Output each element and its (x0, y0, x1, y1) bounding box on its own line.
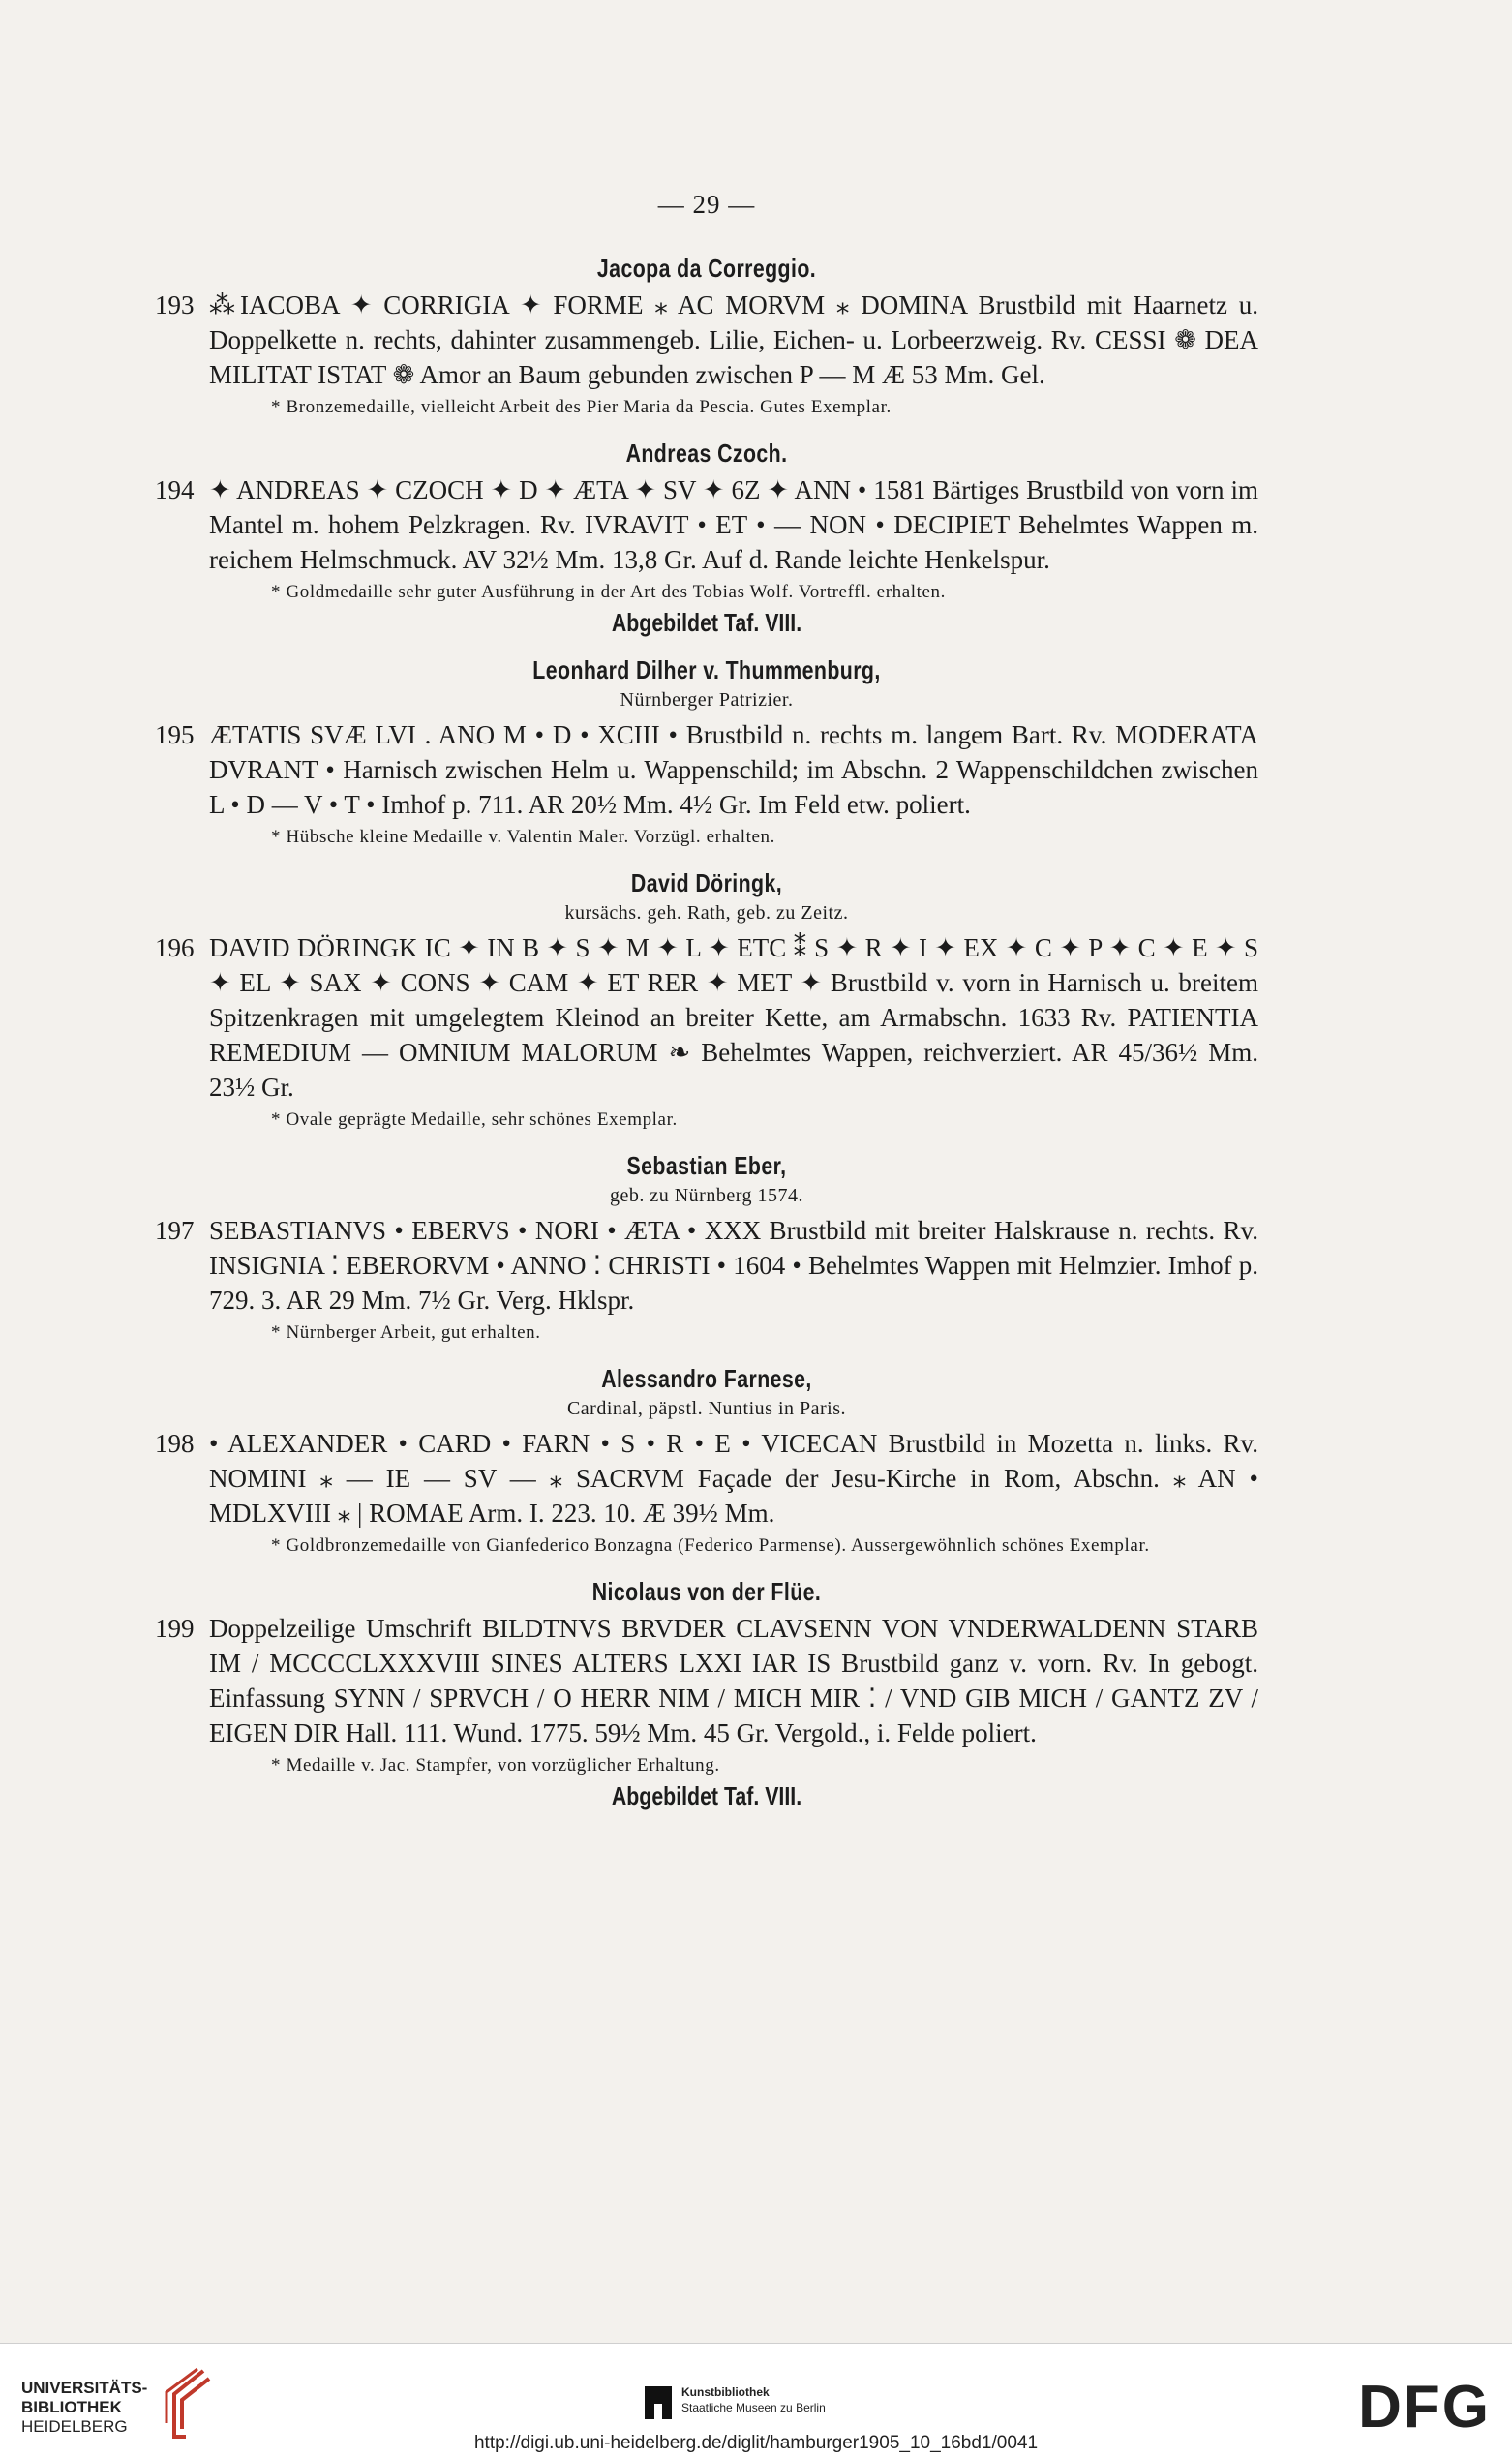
section-subtitle: kursächs. geh. Rath, geb. zu Zeitz. (564, 902, 849, 924)
kb-line-2: Staatliche Museen zu Berlin (681, 2401, 826, 2414)
section-title: Sebastian Eber, (626, 1151, 787, 1180)
entry-number: 196 (155, 933, 195, 962)
entry-number: 194 (155, 475, 195, 504)
entry-text: ⁂IACOBA ✦ CORRIGIA ✦ FORME ⁎ AC MORVM ⁎ DOMINA Brustbild mit Haarnetz u. Doppelkette n. rechts, dahinter zusammengeb. Lilie, Eichen- u. Lorbeerzweig. Rv. CESSI ❁ DEA MILITAT ISTAT ❁ Amor an Baum gebunden zwischen P — M Æ 53 Mm. Gel. (209, 290, 1258, 389)
catalogue-entry (155, 1213, 1258, 1318)
catalogue-entry (155, 1426, 1258, 1531)
entry-number: 198 (155, 1429, 195, 1458)
catalogue-section (155, 254, 1258, 421)
entry-text: Doppelzeilige Umschrift BILDTNVS BRVDER CLAVSENN VON VNDERWALDENN STARB IM / MCCCCLXXXVIII SINES ALTERS LXXI IAR IS Brustbild ganz v. vorn. Rv. In gebogt. Einfassung SYNN / SPRVCH / O HERR NIM / MICH MIR ⁚ / VND GIB MICH / GANTZ ZV / EIGEN DIR Hall. 111. Wund. 1775. 59½ Mm. 45 Gr. Vergold., i. Felde poliert. (209, 1614, 1258, 1747)
section-title: Jacopa da Correggio. (596, 254, 817, 283)
entry-text: SEBASTIANVS • EBERVS • NORI • ÆTA • XXX Brustbild mit breiter Halskrause n. rechts. Rv. INSIGNIA ⁚ EBERORVM • ANNO ⁚ CHRISTI • 1604 • Behelmtes Wappen mit Helmzier. Imhof p. 729. 3. AR 29 Mm. 7½ Gr. Verg. Hklspr. (209, 1216, 1258, 1315)
catalogue-section (155, 1151, 1258, 1347)
ub-heidelberg-logo-icon (155, 2365, 213, 2443)
entry-note: * Bronzemedaille, vielleicht Arbeit des Pier Maria da Pescia. Gutes Exemplar. (271, 397, 892, 417)
ub-line-1: UNIVERSITÄTS- (21, 2379, 148, 2397)
catalogue-section (155, 439, 1258, 638)
catalogue-entry (155, 930, 1258, 1105)
digitization-footer (0, 2343, 1512, 2458)
entry-number: 197 (155, 1216, 195, 1245)
kunstbibliothek-wordmark[interactable] (681, 2384, 826, 2415)
dfg-logo[interactable]: DFG (1358, 2374, 1491, 2441)
ub-line-3: HEIDELBERG (21, 2417, 128, 2436)
entry-number: 195 (155, 720, 195, 749)
ub-line-2: BIBLIOTHEK (21, 2398, 122, 2416)
catalogue-section (155, 1364, 1258, 1560)
page-number: — 29 — (657, 190, 756, 219)
section-subtitle: geb. zu Nürnberg 1574. (609, 1185, 804, 1206)
section-title: Alessandro Farnese, (601, 1364, 812, 1393)
entry-note: * Hübsche kleine Medaille v. Valentin Maler. Vorzügl. erhalten. (271, 827, 775, 847)
entry-note: * Ovale geprägte Medaille, sehr schönes Exemplar. (271, 1109, 678, 1130)
section-title: Nicolaus von der Flüe. (591, 1577, 822, 1606)
catalogue-section (155, 868, 1258, 1134)
entry-number: 193 (155, 290, 195, 319)
catalogue-content (155, 254, 1258, 1829)
entry-number: 199 (155, 1614, 195, 1643)
section-title: Leonhard Dilher v. Thummenburg, (532, 655, 881, 684)
entry-note: * Goldmedaille sehr guter Ausführung in der Art des Tobias Wolf. Vortreffl. erhalten. (271, 582, 947, 602)
catalogue-entry (155, 288, 1258, 392)
entry-text: • ALEXANDER • CARD • FARN • S • R • E • VICECAN Brustbild in Mozetta n. links. Rv. NOMINI ⁎ — IE — SV — ⁎ SACRVM Façade der Jesu-Kirche in Rom, Abschn. ⁎ AN • MDLXVIII ⁎ | ROMAE Arm. I. 223. 10. Æ 39½ Mm. (209, 1429, 1258, 1528)
entry-text: ✦ ANDREAS ✦ CZOCH ✦ D ✦ ÆTA ✦ SV ✦ 6Z ✦ ANN • 1581 Bärtiges Brustbild von vorn im Mantel m. hohem Pelzkragen. Rv. IVRAVIT • ET • — NON • DECIPIET Behelmtes Wappen m. reichem Helmschmuck. AV 32½ Mm. 13,8 Gr. Auf d. Rande leichte Henkelspur. (209, 475, 1258, 574)
section-title: David Döringk, (630, 868, 783, 897)
catalogue-section (155, 1577, 1258, 1811)
kunstbibliothek-logo-icon (645, 2386, 672, 2419)
entry-note: * Nürnberger Arbeit, gut erhalten. (271, 1322, 541, 1343)
plate-reference: Abgebildet Taf. VIII. (611, 608, 802, 637)
catalogue-entry (155, 472, 1258, 577)
section-subtitle: Nürnberger Patrizier. (620, 689, 794, 711)
entry-text: DAVID DÖRINGK IC ✦ IN B ✦ S ✦ M ✦ L ✦ ETC ⁑ S ✦ R ✦ I ✦ EX ✦ C ✦ P ✦ C ✦ E ✦ S ✦ EL ✦ SAX ✦ CONS ✦ CAM ✦ ET RER ✦ MET ✦ Brustbild v. vorn in Harnisch u. breitem Spitzenkragen mit umgelegtem Kleinod an breiter Kette, am Armabschn. 1633 Rv. PATIENTIA REMEDIUM — OMNIUM MALORUM ❧ Behelmtes Wappen, reichverziert. AR 45/36½ Mm. 23½ Gr. (209, 933, 1258, 1102)
section-subtitle: Cardinal, päpstl. Nuntius in Paris. (566, 1398, 847, 1419)
ub-heidelberg-wordmark[interactable] (21, 2379, 147, 2437)
section-title: Andreas Czoch. (625, 439, 788, 468)
catalogue-entry (155, 1611, 1258, 1750)
kb-line-1: Kunstbibliothek (681, 2385, 770, 2399)
catalogue-section (155, 655, 1258, 851)
permalink-url[interactable]: http://digi.ub.uni-heidelberg.de/diglit/hamburger1905_10_16bd1/0041 (473, 2433, 1039, 2453)
entry-text: ÆTATIS SVÆ LVI . ANO M • D • XCIII • Brustbild n. rechts m. langem Bart. Rv. MODERATA DVRANT • Harnisch zwischen Helm u. Wappenschild; im Abschn. 2 Wappenschildchen zwischen L • D — V • T • Imhof p. 711. AR 20½ Mm. 4½ Gr. Im Feld etw. poliert. (209, 720, 1258, 819)
catalogue-entry (155, 717, 1258, 822)
entry-note: * Medaille v. Jac. Stampfer, von vorzüglicher Erhaltung. (271, 1755, 720, 1775)
plate-reference: Abgebildet Taf. VIII. (611, 1781, 802, 1810)
entry-note: * Goldbronzemedaille von Gianfederico Bonzagna (Federico Parmense). Aussergewöhnlich schönes Exemplar. (271, 1535, 1150, 1556)
